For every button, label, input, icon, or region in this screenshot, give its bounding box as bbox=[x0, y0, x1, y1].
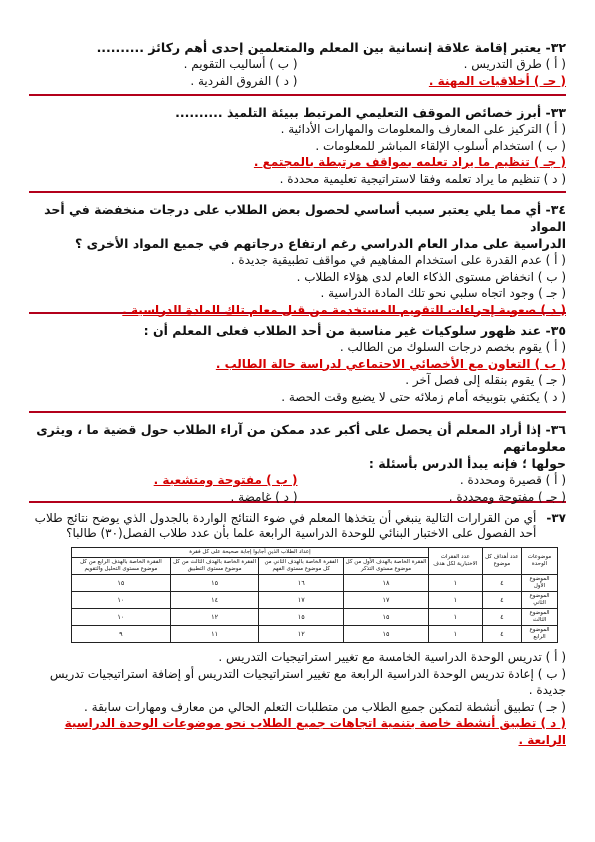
option-b[interactable]: ( ب ) انخفاض مستوى الذكاء العام لدى هؤلاء الطلاب . bbox=[296, 269, 566, 284]
option-c[interactable]: ( جـ ) مفتوحة ومحددة . bbox=[448, 489, 566, 504]
question-text bbox=[29, 511, 566, 541]
option-c[interactable]: ( جـ ) تطبيق أنشطة لتمكين جميع الطلاب من متطلبات التعلم الحالي من معارف ومهارات سابقة . bbox=[84, 699, 566, 714]
question-number: ٣٧- bbox=[546, 511, 566, 525]
option-c-correct[interactable]: ( جـ ) أخلاقيات المهنة . bbox=[428, 73, 566, 88]
table-cell: ١ bbox=[428, 626, 482, 643]
table-cell: ٤ bbox=[482, 575, 521, 592]
table-cell: الموضوع الثالث bbox=[522, 609, 558, 626]
table-cell: ١٠ bbox=[72, 592, 171, 609]
table-header: موضوعات الوحدة bbox=[522, 548, 558, 575]
table-header: الفقرة الخاصة بالهدف الأول من كل موضوع مستوى التذكر bbox=[344, 558, 429, 575]
question-text-line2: حولها ؛ فإنه يبدأ الدرس بأسئلة : bbox=[368, 456, 566, 471]
question-body: أي من القرارات التالية ينبغي أن يتخذها المعلم في ضوء النتائج الواردة بالجدول الذي يوضح نتائج طلاب أحد الفصول على الاختبار البنائي للوحدة الدراسية الرابعة علما بأن عدد طلاب الفصل(٣٠) طالبا؟ bbox=[34, 511, 537, 540]
table-row bbox=[72, 626, 558, 643]
option-c[interactable]: ( جـ ) وجود اتجاه سلبي نحو تلك المادة الدراسية . bbox=[320, 286, 566, 300]
table-cell: الموضوع الأول bbox=[522, 575, 558, 592]
table-cell: ١٥ bbox=[170, 575, 259, 592]
table-cell: ١٧ bbox=[344, 592, 429, 609]
table-cell: ١٦ bbox=[259, 575, 344, 592]
question-text-line1: ٣٦- إذا أراد المعلم أن يحصل على أكبر عدد ممكن من آراء الطلاب حول قضية ما ، ويثرى معلوماتهم bbox=[36, 422, 566, 454]
table-cell: ١٥ bbox=[344, 626, 429, 643]
option-d[interactable]: ( د ) غامضة . bbox=[230, 489, 298, 504]
option-a[interactable]: ( أ ) طرق التدريس . bbox=[463, 57, 566, 71]
question-35 bbox=[29, 314, 566, 411]
question-36 bbox=[29, 413, 566, 504]
option-a[interactable]: ( أ ) عدم القدرة على استخدام المفاهيم في مواقف تطبيقية جديدة . bbox=[230, 253, 566, 267]
table-cell: ٤ bbox=[482, 609, 521, 626]
option-d[interactable]: ( د ) الفروق الفردية . bbox=[190, 73, 298, 88]
table-cell: ١٧ bbox=[259, 592, 344, 609]
option-b-correct[interactable]: ( ب ) مفتوحة ومتشعبة . bbox=[153, 473, 298, 487]
table-cell: ١٢ bbox=[170, 609, 259, 626]
question-text: ٣٣- أبرز خصائص الموقف التعليمي المرتبط ببيئة التلميذ .......... bbox=[175, 105, 566, 120]
question-33 bbox=[29, 96, 566, 191]
table-header: الفقرة الخاصة بالهدف الثالث من كل موضوع مستوى التطبيق bbox=[170, 558, 259, 575]
table-cell: ١ bbox=[428, 609, 482, 626]
option-b-correct[interactable]: ( ب ) التعاون مع الأخصائي الاجتماعي لدراسة حالة الطالب . bbox=[215, 356, 566, 371]
option-a[interactable]: ( أ ) قصيرة ومحددة . bbox=[459, 473, 566, 487]
table-top-header: إعداد الطلاب الذين أجابوا إجابة صحيحة على كل فقرة bbox=[72, 548, 429, 558]
option-d[interactable]: ( د ) تنظيم ما يراد تعلمه وفقا لاستراتيجية تعليمية محددة . bbox=[279, 171, 566, 186]
option-b[interactable]: ( ب ) استخدام أسلوب الإلقاء المباشر للمعلومات . bbox=[315, 138, 566, 153]
table-cell: ٤ bbox=[482, 592, 521, 609]
table-cell: الموضوع الثاني bbox=[522, 592, 558, 609]
table-cell: ١٠ bbox=[72, 609, 171, 626]
question-text-line1: ٣٤- أي مما يلي يعتبر سبب أساسي لحصول بعض الطلاب على درجات منخفضة في أحد المواد bbox=[44, 202, 566, 234]
table-cell: ١ bbox=[428, 575, 482, 592]
option-a[interactable]: ( أ ) يقوم بخصم درجات السلوك من الطالب . bbox=[339, 340, 566, 354]
table-header: عدد الفقرات الاختبارية لكل هدف bbox=[428, 548, 482, 575]
table-row bbox=[72, 592, 558, 609]
table-cell: ١٢ bbox=[259, 626, 344, 643]
question-32 bbox=[29, 30, 566, 94]
table-cell: ٩ bbox=[72, 626, 171, 643]
table-cell: ١٥ bbox=[259, 609, 344, 626]
option-d[interactable]: ( د ) يكتفي بتوبيخه أمام زملائه حتى لا يضيع وقت الحصة . bbox=[281, 389, 566, 404]
option-c[interactable]: ( جـ ) يقوم بنقله إلى فصل آخر . bbox=[405, 373, 566, 387]
table-cell: ١٥ bbox=[72, 575, 171, 592]
table-header: الفقرة الخاصة بالهدف الرابع من كل موضوع مستوى التحليل والتقويم bbox=[72, 558, 171, 575]
table-cell: الموضوع الرابع bbox=[522, 626, 558, 643]
table-cell: ١٤ bbox=[170, 592, 259, 609]
question-text: ٣٥- عند ظهور سلوكيات غير مناسبة من أحد الطلاب فعلى المعلم أن : bbox=[143, 323, 566, 338]
table-cell: ٤ bbox=[482, 626, 521, 643]
table-cell: ١٨ bbox=[344, 575, 429, 592]
table-cell: ١١ bbox=[170, 626, 259, 643]
option-d-correct[interactable]: ( د ) صعوبة إجراءات التقويم المستخدمة من قبل معلم تلك المادة الدراسية . bbox=[122, 302, 566, 317]
table-header: الفقرة الخاصة بالهدف الثاني من كل موضوع مستوى الفهم bbox=[259, 558, 344, 575]
table-cell: ١ bbox=[428, 592, 482, 609]
results-table bbox=[71, 547, 558, 643]
question-34 bbox=[29, 193, 566, 317]
question-text: ٣٢- يعتبر إقامة علاقة إنسانية بين المعلم والمتعلمين إحدى أهم ركائز .......... bbox=[96, 40, 566, 55]
option-b[interactable]: ( ب ) إعادة تدريس الوحدة الدراسية الرابعة مع تغيير استراتيجيات التدريس أو إضافة استراتيجيات تدريس جديدة . bbox=[49, 666, 566, 697]
table-header: عدد أهداف كل موضوع bbox=[482, 548, 521, 575]
question-37 bbox=[29, 503, 566, 748]
table-row bbox=[72, 609, 558, 626]
question-text-line2: الدراسية على مدار العام الدراسي رغم ارتفاع درجاتهم في جميع المواد الأخرى ؟ bbox=[75, 236, 566, 251]
table-row bbox=[72, 575, 558, 592]
option-b[interactable]: ( ب ) أساليب التقويم . bbox=[183, 57, 298, 71]
option-a[interactable]: ( أ ) التركيز على المعارف والمعلومات والمهارات الأدائية . bbox=[280, 122, 566, 136]
table-cell: ١٥ bbox=[344, 609, 429, 626]
option-d-correct[interactable]: ( د ) تطبيق أنشطة خاصة بتنمية اتجاهات جميع الطلاب نحو موضوعات الوحدة الدراسية الرابعة . bbox=[64, 716, 566, 747]
option-a[interactable]: ( أ ) تدريس الوحدة الدراسية الخامسة مع تغيير استراتيجيات التدريس . bbox=[218, 650, 566, 664]
option-c-correct[interactable]: ( جـ ) تنظيم ما يراد تعلمه بمواقف مرتبطة بالمجتمع . bbox=[253, 155, 566, 169]
